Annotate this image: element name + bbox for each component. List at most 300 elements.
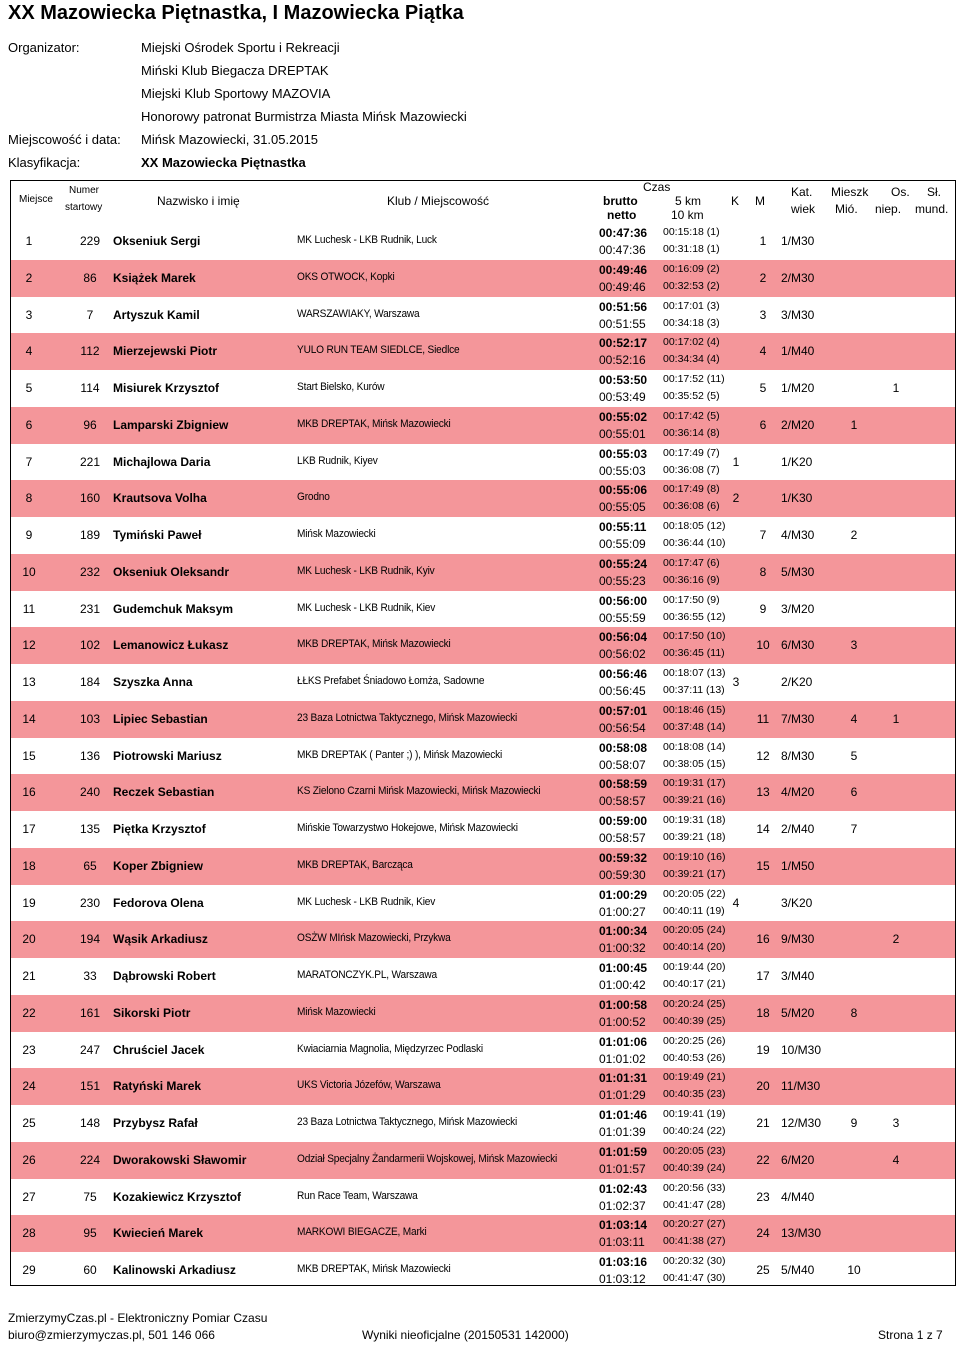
cell-place: 26 [22,1152,36,1167]
table-row [11,223,955,260]
organizer-2: Miński Klub Biegacza DREPTAK [141,63,329,78]
cell-s10: 00:40:17 (21) [663,978,726,990]
cell-nr: 136 [79,748,101,763]
cell-name: Fedorova Olena [113,895,204,910]
cell-m: 20 [756,1079,770,1094]
cell-mm: 5 [850,748,858,763]
cell-gross: 00:56:46 [599,667,648,681]
cell-mm: 4 [850,711,858,726]
cell-m: 2 [759,270,767,285]
cell-kat: 1/M50 [781,858,815,873]
cell-nr: 7 [86,307,94,322]
table-row [11,1252,955,1289]
cell-m: 10 [756,638,770,653]
cell-s10: 00:40:53 (26) [663,1051,726,1064]
cell-m: 24 [756,1226,770,1241]
cell-os: 3 [892,1116,900,1130]
organizer-3: Miejski Klub Sportowy MAZOVIA [141,86,331,101]
cell-kat: 4/M40 [781,1189,815,1204]
cell-net: 00:56:02 [599,647,646,662]
cell-gross: 00:55:06 [599,483,648,498]
cell-k: 3 [732,675,740,689]
table-header [11,181,955,223]
cell-gross: 00:49:46 [599,262,648,277]
cell-m: 15 [756,858,770,873]
cell-kat: 6/M30 [781,638,815,653]
cell-name: Lamparski Zbigniew [113,417,229,432]
cell-kat: 13/M30 [781,1226,822,1241]
cell-mm: 7 [850,822,858,836]
cell-nr: 75 [83,1189,97,1204]
cell-name: Koper Zbigniew [113,858,203,873]
page-title: XX Mazowiecka Piętnastka, I Mazowiecka Piątka [8,2,464,24]
cell-gross: 00:55:02 [599,409,648,424]
cell-nr: 95 [83,1226,97,1241]
table-row [11,885,955,922]
table-row [11,591,955,628]
cell-m: 1 [759,234,767,248]
cell-m: 25 [756,1263,770,1277]
cell-os: 1 [892,711,900,726]
cell-club: UKS Victoria Józefów, Warszawa [297,1079,441,1092]
cell-kat: 5/M20 [781,1005,815,1020]
cell-name: Michajlowa Daria [113,454,211,469]
cell-nr: 103 [79,711,101,726]
cell-place: 15 [22,748,36,763]
table-row [11,1179,955,1216]
cell-k: 1 [732,454,740,469]
cell-s10: 00:32:53 (2) [663,279,720,292]
header-club: Klub / Miejscowość [387,194,490,208]
cell-net: 00:52:16 [599,353,646,368]
cell-gross: 00:58:59 [599,777,648,792]
cell-s5: 00:19:31 (17) [663,777,726,790]
cell-place: 13 [22,675,36,689]
cell-nr: 96 [83,417,97,432]
cell-m: 13 [756,785,770,800]
cell-name: Piotrowski Mariusz [113,748,222,763]
cell-name: Misiurek Krzysztof [113,381,220,395]
cell-net: 01:00:52 [599,1014,646,1029]
cell-net: 01:01:02 [599,1051,646,1066]
cell-s5: 00:20:05 (22) [663,887,726,900]
cell-nr: 240 [79,785,101,800]
table-row [11,958,955,995]
cell-net: 01:00:27 [599,904,646,919]
cell-club: MK Luchesk - LKB Rudnik, Kiev [297,895,436,908]
cell-net: 01:01:29 [599,1088,646,1103]
cell-s10: 00:36:08 (7) [663,463,720,476]
cell-mm: 10 [847,1263,861,1277]
header-disabled-2: niep. [875,202,902,216]
cell-kat: 1/M20 [781,381,815,395]
table-row [11,407,955,444]
cell-s10: 00:38:05 (15) [663,757,726,770]
cell-net: 00:51:55 [599,316,646,331]
cell-place: 27 [22,1189,36,1204]
cell-name: Piętka Krzysztof [113,822,206,836]
cell-place: 12 [22,638,36,653]
cell-m: 23 [756,1189,770,1204]
cell-club: MKB DREPTAK, Barcząca [297,858,413,871]
cell-s5: 00:20:56 (33) [663,1181,726,1194]
cell-name: Wąsik Arkadiusz [113,932,208,947]
cell-club: Kwiaciarnia Magnolia, Międzyrzec Podlaski [297,1042,483,1055]
place-label: Miejscowość i data: [8,132,121,147]
cell-nr: 161 [79,1005,101,1020]
cell-m: 21 [756,1116,770,1130]
footer-company: ZmierzymyCzas.pl - Elektroniczny Pomiar Czasu [8,1311,268,1325]
cell-kat: 3/K20 [781,895,813,910]
header-10km: 10 km [671,208,704,222]
table-row [11,738,955,775]
cell-s5: 00:20:32 (30) [663,1255,726,1267]
cell-gross: 00:59:00 [599,814,648,828]
cell-s5: 00:17:02 (4) [663,336,720,349]
cell-s10: 00:40:39 (25) [663,1014,726,1027]
cell-s10: 00:36:44 (10) [663,537,726,549]
cell-kat: 3/M30 [781,307,815,322]
cell-s5: 00:20:25 (26) [663,1034,726,1047]
cell-s5: 00:18:46 (15) [663,703,726,716]
cell-nr: 148 [79,1116,101,1130]
cell-mm: 6 [850,785,858,800]
cell-kat: 2/M30 [781,270,815,285]
cell-net: 00:55:23 [599,573,646,588]
cell-name: Kalinowski Arkadiusz [113,1263,236,1277]
header-residents-1: Mieszk [831,185,869,199]
cell-club: 23 Baza Lotnictwa Taktycznego, Mińsk Mazowiecki [297,1116,518,1128]
cell-kat: 4/M30 [781,528,815,542]
cell-kat: 11/M30 [781,1079,821,1094]
cell-m: 11 [756,711,770,726]
cell-kat: 5/M40 [781,1263,815,1277]
cell-s10: 00:36:16 (9) [663,573,720,586]
cell-gross: 00:55:03 [599,446,648,461]
cell-place: 17 [22,822,36,836]
footer-page: Strona 1 z 7 [878,1328,943,1342]
table-row [11,297,955,334]
cell-name: Przybysz Rafał [113,1116,198,1130]
cell-net: 01:01:39 [599,1125,646,1139]
cell-m: 17 [756,969,770,983]
cell-gross: 00:47:36 [599,226,648,240]
cell-s10: 00:39:21 (16) [663,794,726,807]
cell-club: LKB Rudnik, Kiyev [297,454,378,467]
cell-s5: 00:19:41 (19) [663,1108,726,1120]
cell-s5: 00:17:49 (7) [663,446,720,459]
cell-nr: 114 [80,381,100,395]
cell-kat: 10/M30 [781,1042,822,1057]
cell-m: 12 [756,748,770,763]
cell-gross: 00:53:50 [599,373,648,387]
cell-club: Mińskie Towarzystwo Hokejowe, Mińsk Mazowiecki [297,822,518,834]
cell-kat: 7/M30 [781,711,815,726]
cell-place: 14 [22,711,36,726]
cell-gross: 01:01:06 [599,1034,648,1049]
cell-nr: 102 [79,638,101,653]
cell-kat: 9/M30 [781,932,815,947]
cell-net: 00:58:07 [599,757,646,772]
cell-gross: 00:55:24 [599,556,648,571]
cell-mm: 1 [850,417,858,432]
cell-name: Książek Marek [113,270,196,285]
cell-nr: 231 [79,601,101,616]
header-cat-1: Kat. [791,185,813,199]
cell-kat: 1/M30 [781,234,815,248]
cell-gross: 01:01:59 [599,1144,648,1159]
table-row [11,664,955,701]
cell-gross: 01:00:58 [599,997,648,1012]
cell-mm: 2 [850,528,858,542]
table-row [11,333,955,370]
cell-club: MK Luchesk - LKB Rudnik, Kiev [297,601,436,614]
cell-gross: 01:00:29 [599,887,648,902]
cell-m: 4 [759,344,767,359]
cell-gross: 01:03:14 [599,1218,648,1233]
cell-gross: 00:56:00 [599,593,648,608]
cell-place: 7 [25,454,33,469]
cell-club: MARATONCZYK.PL, Warszawa [297,969,437,981]
class-label: Klasyfikacja: [8,155,81,170]
header-number-1: Numer [69,185,100,196]
cell-name: Mierzejewski Piotr [113,344,218,359]
cell-nr: 60 [83,1263,97,1277]
cell-net: 00:55:05 [599,500,646,515]
cell-place: 1 [25,234,33,248]
organizer-4: Honorowy patronat Burmistrza Miasta Mińsk Mazowiecki [141,109,467,124]
header-net: netto [607,208,637,222]
cell-place: 25 [22,1116,36,1130]
cell-net: 00:47:36 [599,243,646,257]
cell-club: OSŻW MIńsk Mazowiecki, Przykwa [297,932,451,945]
cell-club: MKB DREPTAK, Mińsk Mazowiecki [297,638,451,651]
cell-gross: 01:01:31 [599,1071,648,1086]
cell-net: 00:55:03 [599,463,646,478]
cell-kat: 2/M40 [781,822,815,836]
cell-gross: 00:56:04 [599,630,648,645]
table-row [11,260,955,297]
header-name: Nazwisko i imię [157,194,240,208]
cell-gross: 01:00:34 [599,924,648,939]
cell-name: Lipiec Sebastian [113,711,208,726]
cell-club: MK Luchesk - LKB Rudnik, Luck [297,234,437,246]
cell-club: ŁŁKS Prefabet Śniadowo Łomża, Sadowne [297,675,485,687]
cell-kat: 1/K30 [781,491,813,506]
cell-net: 00:58:57 [599,794,646,809]
header-number-2: startowy [65,202,103,213]
cell-gross: 00:58:08 [599,740,648,755]
cell-nr: 65 [83,858,97,873]
cell-kat: 8/M30 [781,748,815,763]
footer-status: Wyniki nieoficjalne (20150531 142000) [362,1328,569,1342]
table-row [11,848,955,885]
cell-s10: 00:36:45 (11) [663,647,725,660]
cell-club: MARKOWI BIEGACZE, Marki [297,1226,427,1239]
cell-club: Mińsk Mazowiecki [297,1005,376,1018]
cell-place: 2 [25,270,33,285]
cell-club: Start Bielsko, Kurów [297,381,385,393]
cell-gross: 01:02:43 [599,1181,648,1196]
cell-kat: 5/M30 [781,564,815,579]
cell-place: 24 [22,1079,36,1094]
cell-nr: 247 [79,1042,101,1057]
cell-place: 9 [25,528,33,542]
cell-place: 21 [22,969,36,983]
cell-club: MKB DREPTAK, Mińsk Mazowiecki [297,417,451,430]
cell-net: 01:00:32 [599,941,646,956]
cell-s10: 00:39:21 (17) [663,867,726,880]
cell-kat: 2/K20 [781,675,813,689]
cell-kat: 3/M20 [781,601,815,616]
cell-s10: 00:40:24 (22) [663,1125,726,1137]
cell-s5: 00:17:50 (9) [663,593,720,606]
cell-net: 00:53:49 [599,390,646,404]
table-row [11,774,955,811]
cell-gross: 00:59:32 [599,850,648,865]
organizer-1: Miejski Ośrodek Sportu i Rekreacji [141,40,340,55]
cell-club: MK Luchesk - LKB Rudnik, Kyiv [297,564,435,577]
header-gross: brutto [603,194,638,208]
cell-club: WARSZAWIAKY, Warszawa [297,307,420,320]
cell-name: Krautsova Volha [113,491,207,506]
organizer-label: Organizator: [8,40,80,55]
cell-place: 19 [22,895,36,910]
cell-m: 6 [759,417,767,432]
cell-club: Grodno [297,491,330,504]
cell-s5: 00:16:09 (2) [663,262,720,275]
cell-s5: 00:17:47 (6) [663,556,720,569]
cell-name: Dworakowski Sławomir [113,1152,247,1167]
cell-place: 28 [22,1226,36,1241]
cell-name: Chruściel Jacek [113,1042,205,1057]
cell-s10: 00:36:08 (6) [663,500,720,513]
cell-name: Lemanowicz Łukasz [113,638,229,653]
header-disabled-1: Os. [891,185,910,199]
cell-s5: 00:18:07 (13) [663,667,726,679]
cell-s5: 00:17:42 (5) [663,409,720,422]
cell-k: 2 [732,491,740,506]
cell-place: 5 [25,381,33,395]
cell-name: Kozakiewicz Krzysztof [113,1189,242,1204]
cell-m: 5 [759,381,767,395]
table-row [11,701,955,738]
cell-place: 11 [22,601,36,616]
cell-s5: 00:17:01 (3) [663,299,720,312]
cell-m: 16 [756,932,770,947]
cell-s10: 00:40:35 (23) [663,1088,726,1101]
cell-club: YULO RUN TEAM SIEDLCE, Siedlce [297,344,460,357]
cell-m: 8 [759,564,767,579]
header-m: M [755,194,765,208]
cell-place: 4 [25,344,33,359]
cell-net: 00:58:57 [599,831,646,845]
table-row [11,627,955,664]
cell-place: 23 [22,1042,36,1057]
header-uniform-2: mund. [915,202,949,216]
cell-s10: 00:40:14 (20) [663,941,726,954]
cell-mm: 9 [850,1116,858,1130]
cell-kat: 2/M20 [781,417,815,432]
cell-club: MKB DREPTAK ( Panter ;) ), Mińsk Mazowiecki [297,748,503,761]
cell-s5: 00:20:24 (25) [663,997,726,1010]
cell-nr: 229 [79,234,101,248]
cell-m: 18 [756,1005,770,1020]
cell-name: Artyszuk Kamil [113,307,200,322]
cell-kat: 4/M20 [781,785,815,800]
results-table [10,180,956,1286]
cell-s5: 00:18:08 (14) [663,740,726,753]
cell-club: Run Race Team, Warszawa [297,1189,418,1202]
cell-kat: 1/M40 [781,344,815,359]
header-k: K [731,194,740,208]
table-row [11,444,955,481]
cell-net: 01:02:37 [599,1198,646,1213]
cell-name: Kwiecień Marek [113,1226,204,1241]
cell-s10: 00:36:55 (12) [663,610,726,623]
header-5km: 5 km [675,194,702,208]
cell-s10: 00:39:21 (18) [663,831,726,843]
cell-nr: 112 [80,344,100,359]
cell-kat: 6/M20 [781,1152,815,1167]
cell-s5: 00:18:05 (12) [663,520,726,532]
cell-nr: 224 [79,1152,101,1167]
cell-s10: 00:35:52 (5) [663,390,720,402]
table-row [11,995,955,1032]
header-uniform-1: Sł. [927,185,942,199]
cell-s5: 00:15:18 (1) [663,226,720,238]
cell-mm: 8 [850,1005,858,1020]
cell-s5: 00:17:52 (11) [663,373,725,385]
cell-kat: 1/K20 [781,454,813,469]
cell-net: 00:49:46 [599,279,646,294]
cell-place: 20 [22,932,36,947]
cell-name: Szyszka Anna [113,675,193,689]
cell-m: 22 [756,1152,770,1167]
cell-club: MKB DREPTAK, Mińsk Mazowiecki [297,1263,451,1275]
cell-s10: 00:36:14 (8) [663,426,720,439]
cell-s10: 00:41:47 (30) [663,1272,726,1284]
cell-name: Okseniuk Oleksandr [113,564,230,579]
cell-club: Mińsk Mazowiecki [297,528,376,540]
cell-s10: 00:31:18 (1) [663,243,720,255]
cell-net: 01:00:42 [599,978,646,992]
cell-net: 00:56:45 [599,684,646,698]
cell-club: KS Zielono Czarni Mińsk Mazowiecki, Mińsk Mazowiecki [297,785,541,798]
cell-place: 8 [25,491,33,506]
cell-s10: 00:34:18 (3) [663,316,720,329]
cell-s10: 00:41:38 (27) [663,1235,726,1248]
table-row [11,480,955,517]
cell-s5: 00:20:27 (27) [663,1218,726,1231]
cell-club: OKS OTWOCK, Kopki [297,270,395,283]
cell-net: 00:56:54 [599,720,646,735]
cell-s5: 00:19:44 (20) [663,961,726,973]
table-row [11,554,955,591]
table-row [11,811,955,848]
footer-contact: biuro@zmierzymyczas.pl, 501 146 066 [8,1328,215,1342]
cell-net: 00:55:01 [599,426,646,441]
cell-nr: 151 [79,1079,101,1094]
table-row [11,1032,955,1069]
cell-s5: 00:17:50 (10) [663,630,726,643]
cell-place: 3 [25,307,33,322]
cell-s10: 00:34:34 (4) [663,353,720,366]
cell-place: 18 [22,858,36,873]
table-row [11,921,955,958]
cell-name: Tymiński Paweł [113,528,202,542]
cell-name: Okseniuk Sergi [113,234,201,248]
